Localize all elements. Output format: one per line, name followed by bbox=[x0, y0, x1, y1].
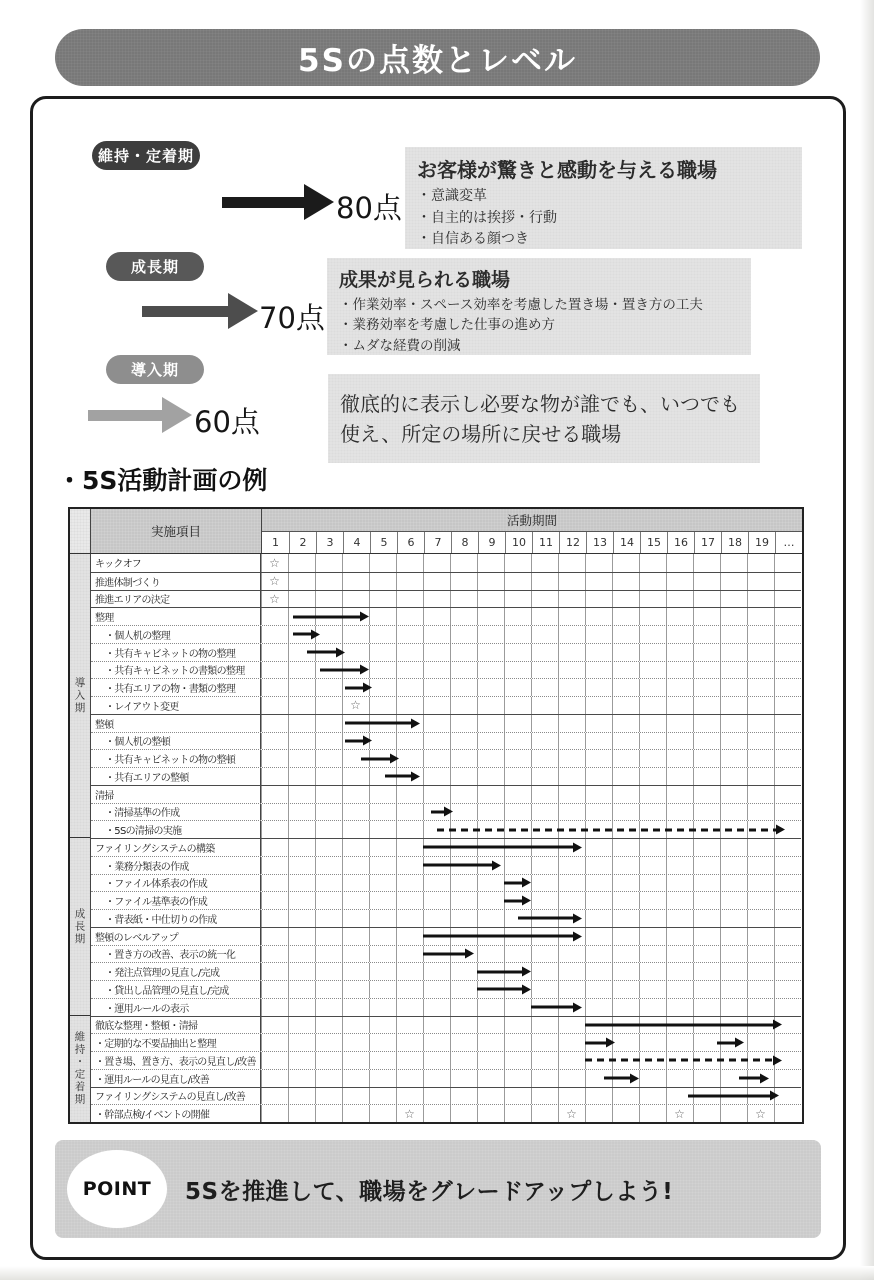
gantt-row bbox=[91, 856, 801, 874]
score-70: 70点 bbox=[259, 301, 325, 335]
level-arrow-60 bbox=[88, 397, 192, 433]
gantt-phase-text: 維持・定着期 bbox=[73, 1031, 86, 1107]
gantt-row bbox=[91, 962, 801, 980]
activity-plan-gantt bbox=[68, 507, 804, 1124]
gantt-row-cells bbox=[261, 804, 801, 821]
level-arrow-70 bbox=[142, 293, 258, 329]
gantt-row bbox=[91, 643, 801, 661]
gantt-bar bbox=[345, 722, 412, 725]
gantt-row bbox=[91, 678, 801, 696]
gantt-bar bbox=[585, 1023, 773, 1026]
gantt-row-label: ・清掃基準の作成 bbox=[91, 804, 261, 821]
gantt-row bbox=[91, 820, 801, 838]
gantt-row-label: 整頓のレベルアップ bbox=[91, 928, 261, 945]
gantt-row-cells bbox=[261, 999, 801, 1016]
gantt-row-cells bbox=[261, 875, 801, 892]
gantt-column-header: 12 bbox=[559, 532, 586, 554]
gantt-bar bbox=[307, 651, 336, 654]
level-pill-label: 維持・定着期 bbox=[97, 147, 194, 165]
page-edge-bottom bbox=[0, 1266, 874, 1280]
level-body-text: 徹底的に表示し必要な物が誰でも、いつでも使え、所定の場所に戻せる職場 bbox=[340, 391, 740, 446]
gantt-row bbox=[91, 625, 801, 643]
level-bullet: ・作業効率・スペース効率を考慮した置き場・置き方の工夫 bbox=[339, 297, 703, 313]
point-callout bbox=[55, 1140, 821, 1238]
gantt-row bbox=[91, 714, 801, 732]
level-pill-label: 成長期 bbox=[130, 258, 179, 276]
gantt-column-header: 19 bbox=[748, 532, 775, 554]
gantt-row bbox=[91, 874, 801, 892]
gantt-column-header: 3 bbox=[316, 532, 343, 554]
gantt-row-cells bbox=[261, 928, 801, 945]
gantt-row-label: ・共有エリアの整頓 bbox=[91, 768, 261, 785]
gantt-row-label: キックオフ bbox=[91, 554, 261, 572]
level-bullet: ・自信ある顔つき bbox=[417, 231, 529, 248]
gantt-bar bbox=[477, 988, 522, 991]
level-arrow-80 bbox=[222, 184, 334, 220]
gantt-row bbox=[91, 1016, 801, 1034]
gantt-row-cells bbox=[261, 786, 801, 803]
milestone-star-icon: ☆ bbox=[269, 555, 280, 570]
gantt-column-header: 8 bbox=[451, 532, 478, 554]
gantt-bar bbox=[345, 739, 363, 742]
gantt-row-cells bbox=[261, 892, 801, 909]
gantt-row bbox=[91, 1104, 801, 1122]
gantt-row bbox=[91, 749, 801, 767]
milestone-star-icon: ☆ bbox=[269, 573, 280, 588]
gantt-row-label: ・業務分類表の作成 bbox=[91, 857, 261, 874]
gantt-row bbox=[91, 998, 801, 1016]
gantt-bar-dashed bbox=[437, 828, 776, 831]
gantt-bar bbox=[518, 917, 574, 920]
gantt-row bbox=[91, 732, 801, 750]
gantt-row-label: ・定期的な不要品抽出と整理 bbox=[91, 1034, 261, 1051]
gantt-row bbox=[91, 980, 801, 998]
gantt-bar bbox=[423, 846, 573, 849]
gantt-bar bbox=[320, 668, 360, 671]
gantt-bar bbox=[293, 633, 311, 636]
gantt-row-cells bbox=[261, 573, 801, 590]
gantt-bar bbox=[604, 1077, 630, 1080]
milestone-star-icon: ☆ bbox=[674, 1106, 685, 1121]
gantt-row-cells bbox=[261, 857, 801, 874]
gantt-bar bbox=[423, 952, 465, 955]
level-bullet: ・ムダな経費の削減 bbox=[339, 337, 461, 354]
gantt-row bbox=[91, 1033, 801, 1051]
gantt-row-label: ・運用ルールの見直し/改善 bbox=[91, 1070, 261, 1087]
gantt-row bbox=[91, 1069, 801, 1087]
gantt-column-header: 10 bbox=[505, 532, 532, 554]
gantt-row bbox=[91, 607, 801, 625]
level-pill-label: 導入期 bbox=[130, 361, 179, 379]
gantt-row-cells bbox=[261, 644, 801, 661]
gantt-row-cells bbox=[261, 963, 801, 980]
gantt-body bbox=[70, 554, 802, 1122]
gantt-bar bbox=[717, 1041, 735, 1044]
gantt-row-label: ・幹部点検/イベントの開催 bbox=[91, 1105, 261, 1122]
page-title: 5Sの点数とレベル bbox=[298, 43, 577, 79]
gantt-row-label: ・共有エリアの物・書類の整理 bbox=[91, 679, 261, 696]
gantt-period-header: 活動期間 bbox=[262, 509, 802, 532]
gantt-column-header: 14 bbox=[613, 532, 640, 554]
gantt-column-headers bbox=[262, 532, 802, 554]
gantt-row-cells bbox=[261, 697, 801, 714]
arrow-shaft bbox=[142, 306, 228, 317]
gantt-row-label: 清掃 bbox=[91, 786, 261, 803]
level-bullet: ・意識変革 bbox=[417, 188, 487, 204]
gantt-row bbox=[91, 927, 801, 945]
gantt-row-label: 推進エリアの決定 bbox=[91, 591, 261, 608]
gantt-row-label: ・ファイル体系表の作成 bbox=[91, 875, 261, 892]
section-title: ・5S活動計画の例 bbox=[57, 466, 268, 495]
gantt-row-cells bbox=[261, 608, 801, 625]
gantt-row-label: ・5Sの清掃の実施 bbox=[91, 821, 261, 838]
arrow-head bbox=[162, 397, 192, 433]
point-text: 5Sを推進して、職場をグレードアップしよう! bbox=[185, 1178, 674, 1205]
gantt-column-header: 17 bbox=[694, 532, 721, 554]
gantt-row-cells bbox=[261, 768, 801, 785]
gantt-row-cells bbox=[261, 910, 801, 927]
gantt-row-cells bbox=[261, 591, 801, 608]
gantt-bar bbox=[293, 615, 360, 618]
gantt-row-label: ・置き方の改善、表示の統一化 bbox=[91, 946, 261, 963]
gantt-bar bbox=[739, 1077, 760, 1080]
gantt-column-header: 2 bbox=[289, 532, 316, 554]
gantt-column-header: 16 bbox=[667, 532, 694, 554]
gantt-column-header: 9 bbox=[478, 532, 505, 554]
gantt-row-label: ・置き場、置き方、表示の見直し/改善 bbox=[91, 1052, 261, 1069]
gantt-bar bbox=[385, 775, 411, 778]
point-badge-label: POINT bbox=[82, 1178, 152, 1200]
gantt-corner-cell bbox=[70, 509, 91, 553]
arrow-head bbox=[304, 184, 334, 220]
gantt-column-header: 18 bbox=[721, 532, 748, 554]
gantt-row-label: ファイリングシステムの構築 bbox=[91, 839, 261, 856]
gantt-column-header: 4 bbox=[343, 532, 370, 554]
gantt-header bbox=[70, 509, 802, 554]
level-bullet: ・自主的は挨拶・行動 bbox=[417, 209, 557, 226]
gantt-row-cells bbox=[261, 1105, 801, 1122]
page-edge-right bbox=[860, 0, 874, 1280]
milestone-star-icon: ☆ bbox=[755, 1106, 766, 1121]
gantt-row-label: ・共有キャビネットの書類の整理 bbox=[91, 662, 261, 679]
gantt-column-header: 7 bbox=[424, 532, 451, 554]
gantt-row bbox=[91, 554, 801, 572]
level-heading: 成果が見られる職場 bbox=[339, 269, 511, 291]
gantt-bar bbox=[585, 1041, 606, 1044]
gantt-row-cells bbox=[261, 733, 801, 750]
milestone-star-icon: ☆ bbox=[269, 591, 280, 606]
gantt-phase-text: 導入期 bbox=[73, 676, 86, 715]
arrow-head bbox=[228, 293, 258, 329]
gantt-row-cells bbox=[261, 750, 801, 767]
gantt-row-cells bbox=[261, 1017, 801, 1034]
gantt-row bbox=[91, 572, 801, 590]
arrow-shaft bbox=[222, 197, 304, 208]
gantt-rows bbox=[91, 554, 801, 1122]
gantt-column-header: 13 bbox=[586, 532, 613, 554]
gantt-row-label: ・発注点管理の見直し/完成 bbox=[91, 963, 261, 980]
milestone-star-icon: ☆ bbox=[404, 1106, 415, 1121]
gantt-bar bbox=[504, 899, 522, 902]
gantt-row-label: 推進体制づくり bbox=[91, 573, 261, 590]
gantt-row bbox=[91, 945, 801, 963]
gantt-row bbox=[91, 891, 801, 909]
gantt-row-cells bbox=[261, 981, 801, 998]
gantt-items-header: 実施項目 bbox=[91, 509, 262, 553]
gantt-bar bbox=[361, 757, 390, 760]
gantt-row-label: ・個人机の整理 bbox=[91, 626, 261, 643]
score-60: 60点 bbox=[194, 405, 260, 439]
point-badge bbox=[67, 1150, 167, 1228]
gantt-row bbox=[91, 785, 801, 803]
gantt-phase-label bbox=[70, 1016, 90, 1123]
gantt-row-cells bbox=[261, 946, 801, 963]
gantt-row-label: ・共有キャビネットの物の整頓 bbox=[91, 750, 261, 767]
level-pill-growth bbox=[106, 252, 204, 281]
gantt-column-header: 11 bbox=[532, 532, 559, 554]
gantt-row bbox=[91, 1051, 801, 1069]
gantt-row bbox=[91, 838, 801, 856]
level-description-growth bbox=[327, 258, 751, 355]
gantt-row-label: ファイリングシステムの見直し/改善 bbox=[91, 1088, 261, 1105]
gantt-row-cells bbox=[261, 821, 801, 838]
gantt-row bbox=[91, 696, 801, 714]
gantt-column-header: 15 bbox=[640, 532, 667, 554]
gantt-row bbox=[91, 909, 801, 927]
gantt-row-label: ・運用ルールの表示 bbox=[91, 999, 261, 1016]
gantt-column-header: 6 bbox=[397, 532, 424, 554]
gantt-row-cells bbox=[261, 1088, 801, 1105]
gantt-row-label: 徹底な整理・整頓・清掃 bbox=[91, 1017, 261, 1034]
level-heading: お客様が驚きと感動を与える職場 bbox=[417, 158, 717, 182]
level-description-introduction bbox=[328, 374, 760, 463]
level-description-maintenance bbox=[405, 147, 802, 249]
gantt-row-label: ・貸出し品管理の見直し/完成 bbox=[91, 981, 261, 998]
gantt-row bbox=[91, 661, 801, 679]
score-80: 80点 bbox=[336, 191, 402, 225]
gantt-row bbox=[91, 803, 801, 821]
gantt-row-label: ・ファイル基準表の作成 bbox=[91, 892, 261, 909]
gantt-column-header: … bbox=[775, 532, 802, 554]
gantt-phase-label bbox=[70, 838, 90, 1016]
milestone-star-icon: ☆ bbox=[566, 1106, 577, 1121]
gantt-bar bbox=[477, 970, 522, 973]
gantt-bar-dashed bbox=[585, 1059, 773, 1062]
arrow-shaft bbox=[88, 410, 162, 421]
gantt-row bbox=[91, 767, 801, 785]
gantt-row-cells bbox=[261, 715, 801, 732]
milestone-star-icon: ☆ bbox=[350, 698, 361, 713]
gantt-bar bbox=[431, 810, 444, 813]
gantt-row-cells bbox=[261, 554, 801, 572]
gantt-row-label: 整理 bbox=[91, 608, 261, 625]
gantt-bar bbox=[688, 1094, 771, 1097]
gantt-row bbox=[91, 1087, 801, 1105]
page-title-banner bbox=[55, 29, 820, 86]
gantt-row-cells bbox=[261, 839, 801, 856]
gantt-phase-label bbox=[70, 554, 90, 838]
gantt-row-cells bbox=[261, 626, 801, 643]
gantt-phase-text: 成長期 bbox=[73, 907, 86, 945]
gantt-row-cells bbox=[261, 662, 801, 679]
gantt-row-label: ・背表紙・中仕切りの作成 bbox=[91, 910, 261, 927]
gantt-row-cells bbox=[261, 1070, 801, 1087]
gantt-phase-column bbox=[70, 554, 91, 1122]
gantt-row-label: ・個人机の整頓 bbox=[91, 733, 261, 750]
gantt-row-label: 整頓 bbox=[91, 715, 261, 732]
level-bullet: ・業務効率を考慮した仕事の進め方 bbox=[339, 317, 555, 334]
gantt-bar bbox=[345, 686, 363, 689]
gantt-row-label: ・レイアウト変更 bbox=[91, 697, 261, 714]
level-pill-maintenance bbox=[92, 141, 200, 170]
gantt-bar bbox=[531, 1006, 573, 1009]
gantt-row-cells bbox=[261, 1034, 801, 1051]
gantt-bar bbox=[504, 881, 522, 884]
gantt-row-cells bbox=[261, 1052, 801, 1069]
gantt-row-cells bbox=[261, 679, 801, 696]
level-pill-introduction bbox=[106, 355, 204, 384]
gantt-bar bbox=[423, 935, 573, 938]
gantt-period-header-block bbox=[262, 509, 802, 553]
gantt-column-header: 5 bbox=[370, 532, 397, 554]
gantt-row-label: ・共有キャビネットの物の整理 bbox=[91, 644, 261, 661]
gantt-row bbox=[91, 590, 801, 608]
gantt-bar bbox=[423, 864, 492, 867]
gantt-column-header: 1 bbox=[272, 535, 279, 549]
